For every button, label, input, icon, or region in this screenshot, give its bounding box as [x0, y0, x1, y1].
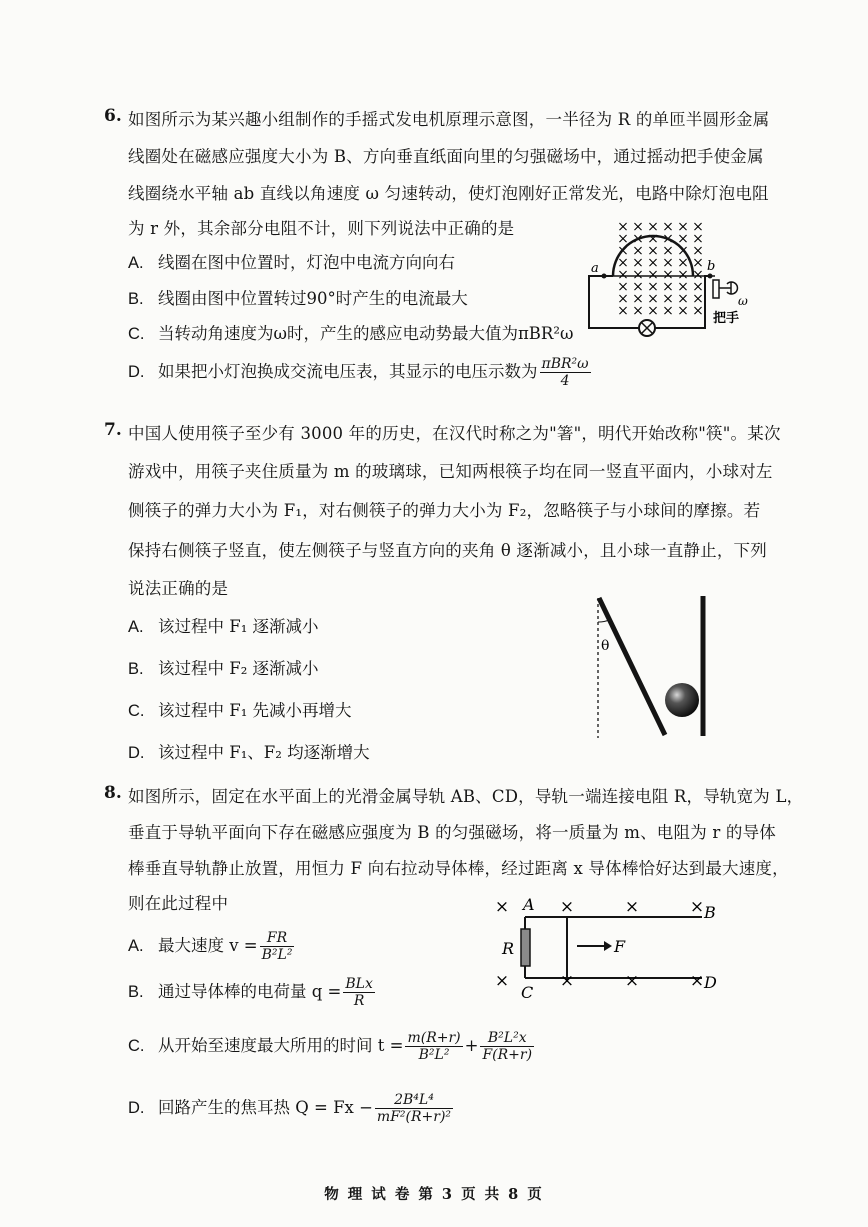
fraction: [260, 930, 295, 963]
question-8-option-b[interactable]: [128, 976, 377, 1009]
option-text: 该过程中 F₁ 先减小再增大: [158, 701, 352, 720]
question-7-stem-line: 说法正确的是: [128, 579, 229, 598]
fraction-numerator: 2B⁴L⁴: [375, 1092, 453, 1109]
plus-sign: +: [464, 1036, 479, 1055]
fraction: [343, 976, 374, 1009]
option-label: C.: [128, 325, 145, 343]
question-6-stem-line: 线圈处在磁感应强度大小为 B、方向垂直纸面向里的匀强磁场中，通过摇动把手使金属: [128, 147, 764, 166]
fraction-denominator: mF²(R+r)²: [376, 1109, 452, 1125]
field-cross: ×: [692, 279, 704, 295]
field-cross: ×: [617, 279, 629, 295]
field-cross: ×: [494, 971, 510, 991]
option-text: 当转动角速度为ω时，产生的感应电动势最大值为πBR²ω: [158, 324, 574, 343]
field-cross: ×: [617, 267, 629, 283]
label-F: F: [614, 937, 626, 956]
label-D: D: [704, 973, 717, 992]
option-label: B.: [128, 660, 144, 678]
question-7-option-c[interactable]: [128, 697, 352, 721]
fraction: [375, 1092, 453, 1125]
question-8-number: 8.: [104, 783, 122, 803]
label-B: B: [704, 903, 716, 922]
question-7-option-b[interactable]: [128, 655, 319, 679]
question-6-number: 6.: [104, 106, 122, 126]
question-6-option-a[interactable]: [128, 249, 455, 273]
field-cross: ×: [677, 291, 689, 307]
label-b: b: [707, 259, 716, 274]
question-8-option-a[interactable]: [128, 930, 296, 963]
question-8-stem-line: 则在此过程中: [128, 894, 229, 913]
option-label: A.: [128, 618, 144, 636]
field-cross: ×: [617, 303, 629, 319]
field-cross: ×: [559, 897, 575, 917]
option-text: 线圈在图中位置时，灯泡中电流方向向右: [158, 253, 455, 272]
field-cross: ×: [632, 243, 644, 259]
field-cross: ×: [559, 971, 575, 991]
magnetic-field-crosses: [617, 219, 704, 319]
fraction-denominator: B²L²: [261, 947, 293, 963]
field-cross: ×: [494, 897, 510, 917]
field-cross: ×: [677, 219, 689, 235]
field-cross: ×: [692, 267, 704, 283]
fraction-denominator: 4: [560, 373, 570, 389]
fraction-denominator: R: [353, 993, 365, 1009]
resistor: [521, 929, 530, 966]
field-cross: ×: [677, 243, 689, 259]
field-cross: ×: [632, 231, 644, 247]
option-text: 从开始至速度最大所用的时间 t =: [158, 1036, 404, 1055]
option-label: D.: [128, 744, 145, 762]
field-cross: ×: [647, 291, 659, 307]
field-cross: ×: [662, 303, 674, 319]
field-cross: ×: [632, 219, 644, 235]
option-text: 回路产生的焦耳热 Q = Fx −: [158, 1098, 373, 1117]
field-cross: ×: [662, 255, 674, 271]
field-cross: ×: [617, 291, 629, 307]
option-label: D.: [128, 363, 145, 381]
fraction-numerator: m(R+r): [407, 1030, 461, 1046]
field-cross: ×: [689, 897, 705, 917]
question-7-stem-line: 侧筷子的弹力大小为 F₁，对右侧筷子的弹力大小为 F₂，忽略筷子与小球间的摩擦。若: [128, 501, 761, 520]
field-cross: ×: [692, 291, 704, 307]
handle-icon: [713, 280, 719, 298]
field-cross: ×: [617, 219, 629, 235]
question-8-stem-line: 如图所示，固定在水平面上的光滑金属导轨 AB、CD，导轨一端连接电阻 R，导轨宽为 L，: [128, 787, 804, 806]
label-theta: θ: [601, 638, 610, 654]
option-label: A.: [128, 254, 144, 272]
field-cross: ×: [677, 267, 689, 283]
field-cross: ×: [647, 243, 659, 259]
question-6-stem-line: 为 r 外，其余部分电阻不计，则下列说法中正确的是: [128, 219, 515, 238]
question-6-option-c[interactable]: [128, 320, 573, 344]
question-8-stem-line: 垂直于导轨平面向下存在磁感应强度为 B 的匀强磁场，将一质量为 m、电阻为 r 的导体: [128, 823, 776, 842]
field-cross: ×: [689, 971, 705, 991]
field-cross: ×: [662, 267, 674, 283]
option-text: 最大速度 v =: [158, 936, 258, 955]
question-6-stem-line: 如图所示为某兴趣小组制作的手摇式发电机原理示意图，一半径为 R 的单匝半圆形金属: [128, 110, 770, 129]
rails-diagram: [492, 892, 732, 1004]
fraction-numerator: BLx: [345, 976, 373, 992]
field-cross: ×: [647, 231, 659, 247]
option-label: C.: [128, 1037, 145, 1055]
question-7-option-a[interactable]: [128, 613, 319, 637]
option-text: 如果把小灯泡换成交流电压表，其显示的电压示数为: [158, 362, 538, 381]
field-cross: ×: [692, 219, 704, 235]
field-cross: ×: [692, 255, 704, 271]
option-text: 该过程中 F₂ 逐渐减小: [158, 659, 319, 678]
field-cross: ×: [632, 291, 644, 307]
question-8-option-c[interactable]: [128, 1030, 536, 1063]
field-cross: ×: [677, 255, 689, 271]
option-label: B.: [128, 290, 144, 308]
question-6-option-d[interactable]: [128, 356, 593, 389]
field-cross: ×: [647, 267, 659, 283]
option-label: C.: [128, 702, 145, 720]
field-cross: ×: [632, 255, 644, 271]
fraction-numerator: FR: [260, 930, 295, 947]
label-C: C: [521, 983, 534, 1002]
field-cross: ×: [692, 243, 704, 259]
question-8-option-d[interactable]: [128, 1092, 455, 1125]
field-cross: ×: [662, 291, 674, 307]
field-cross: ×: [647, 279, 659, 295]
question-7-stem-line: 中国人使用筷子至少有 3000 年的历史，在汉代时称之为"箸"，明代开始改称"筷"。某次: [128, 424, 781, 443]
field-cross: ×: [632, 303, 644, 319]
field-cross: ×: [647, 219, 659, 235]
question-8-stem-line: 棒垂直导轨静止放置，用恒力 F 向右拉动导体棒，经过距离 x 导体棒恰好达到最大速度，: [128, 859, 789, 878]
field-cross: ×: [662, 219, 674, 235]
field-cross: ×: [632, 279, 644, 295]
option-text: 通过导体棒的电荷量 q =: [158, 982, 342, 1001]
fraction: [540, 356, 591, 389]
field-cross: ×: [677, 279, 689, 295]
option-text: 线圈由图中位置转过90°时产生的电流最大: [158, 289, 468, 308]
field-cross: ×: [647, 255, 659, 271]
left-chopstick: [599, 598, 665, 735]
label-handle: 把手: [713, 311, 740, 326]
option-label: D.: [128, 1099, 145, 1117]
question-7-option-d[interactable]: [128, 739, 370, 763]
question-7-number: 7.: [104, 420, 122, 440]
option-label: A.: [128, 937, 144, 955]
fraction-denominator: B²L²: [418, 1047, 450, 1063]
option-text: 该过程中 F₁ 逐渐减小: [158, 617, 319, 636]
page-footer: 物 理 试 卷 第 3 页 共 8 页: [324, 1186, 544, 1203]
field-cross: ×: [647, 303, 659, 319]
field-cross: ×: [677, 231, 689, 247]
fraction-numerator: πBR²ω: [541, 356, 589, 372]
question-6-stem-line: 线圈绕水平轴 ab 直线以角速度 ω 匀速转动，使灯泡刚好正常发光，电路中除灯泡电阻: [128, 184, 769, 203]
field-cross: ×: [662, 279, 674, 295]
field-cross: ×: [662, 231, 674, 247]
field-cross: ×: [632, 267, 644, 283]
label-A: A: [523, 895, 535, 914]
fraction-denominator: F(R+r): [482, 1047, 533, 1063]
label-omega: ω: [738, 294, 748, 308]
label-R: R: [502, 939, 515, 958]
question-6-option-b[interactable]: [128, 285, 468, 309]
option-text: 该过程中 F₁、F₂ 均逐渐增大: [158, 743, 370, 762]
label-a: a: [591, 261, 599, 276]
field-cross: ×: [677, 303, 689, 319]
field-cross: ×: [692, 303, 704, 319]
field-cross: ×: [624, 971, 640, 991]
fraction: [480, 1030, 534, 1063]
question-7-stem-line: 游戏中，用筷子夹住质量为 m 的玻璃球，已知两根筷子均在同一竖直平面内，小球对左: [128, 462, 773, 481]
question-7-stem-line: 保持右侧筷子竖直，使左侧筷子与竖直方向的夹角 θ 逐渐减小，且小球一直静止，下列: [128, 541, 767, 560]
field-cross: ×: [617, 231, 629, 247]
field-cross: ×: [624, 897, 640, 917]
fraction-numerator: B²L²x: [480, 1030, 534, 1047]
glass-ball: [665, 683, 699, 717]
field-cross: ×: [662, 243, 674, 259]
field-cross: ×: [617, 255, 629, 271]
option-label: B.: [128, 983, 144, 1001]
field-cross: ×: [617, 243, 629, 259]
field-cross: ×: [692, 231, 704, 247]
chopsticks-diagram: [585, 590, 725, 740]
fraction: [405, 1030, 462, 1063]
generator-diagram: [585, 218, 760, 343]
